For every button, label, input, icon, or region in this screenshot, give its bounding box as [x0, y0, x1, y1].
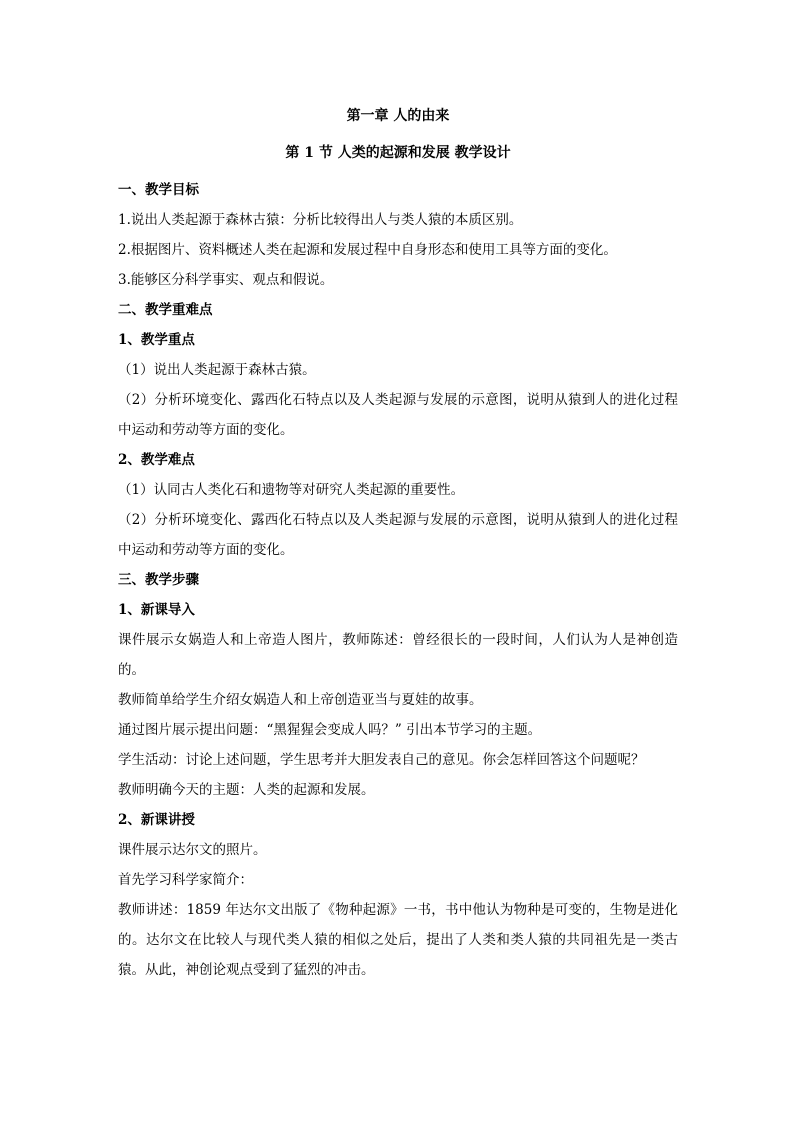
- heading-lesson-intro: 1、新课导入: [118, 602, 195, 618]
- intro-paragraph-2: 教师简单给学生介绍女娲造人和上帝创造亚当与夏娃的故事。: [118, 692, 483, 708]
- section-title: 第 1 节 人类的起源和发展 教学设计: [285, 145, 511, 161]
- heading-key-difficult-points: 二、教学重难点: [118, 302, 213, 318]
- key-point-2: （2）分析环境变化、露西化石特点以及人类起源与发展的示意图，说明从猿到人的进化过程中运动和劳动等方面的变化。: [118, 392, 678, 438]
- heading-teaching-steps: 三、教学步骤: [118, 572, 199, 588]
- intro-paragraph-5: 教师明确今天的主题：人类的起源和发展。: [118, 782, 375, 798]
- lesson-paragraph-2: 首先学习科学家简介：: [118, 872, 253, 888]
- lesson-paragraph-1: 课件展示达尔文的照片。: [118, 842, 267, 858]
- document-body: [118, 106, 678, 985]
- chapter-title: 第一章 人的由来: [346, 108, 450, 124]
- lesson-paragraph-3: 教师讲述：1859 年达尔文出版了《物种起源》一书，书中他认为物种是可变的，生物是进化的。达尔文在比较人与现代类人猿的相似之处后，提出了人类和类人猿的共同祖先是一类古猿。从此，神创论观点受到了猛烈的冲击。: [118, 902, 678, 978]
- heading-key-points: 1、教学重点: [118, 332, 195, 348]
- goal-1: 1.说出人类起源于森林古猿：分析比较得出人与类人猿的本质区别。: [118, 212, 523, 228]
- key-point-1: （1）说出人类起源于森林古猿。: [118, 362, 316, 378]
- intro-paragraph-3: 通过图片展示提出问题：“黑猩猩会变成人吗？” 引出本节学习的主题。: [118, 722, 542, 738]
- goal-3: 3.能够区分科学事实、观点和假说。: [118, 272, 334, 288]
- goal-2: 2.根据图片、资料概述人类在起源和发展过程中自身形态和使用工具等方面的变化。: [118, 242, 617, 258]
- heading-difficult-points: 2、教学难点: [118, 452, 195, 468]
- intro-paragraph-1: 课件展示女娲造人和上帝造人图片，教师陈述：曾经很长的一段时间，人们认为人是神创造的。: [118, 632, 678, 678]
- difficult-point-2: （2）分析环境变化、露西化石特点以及人类起源与发展的示意图，说明从猿到人的进化过程中运动和劳动等方面的变化。: [118, 512, 678, 558]
- heading-new-lesson: 2、新课讲授: [118, 812, 195, 828]
- heading-teaching-goals: 一、教学目标: [118, 182, 199, 198]
- intro-paragraph-4: 学生活动：讨论上述问题，学生思考并大胆发表自己的意见。你会怎样回答这个问题呢？: [118, 752, 645, 768]
- difficult-point-1: （1）认同古人类化石和遗物等对研究人类起源的重要性。: [118, 482, 465, 498]
